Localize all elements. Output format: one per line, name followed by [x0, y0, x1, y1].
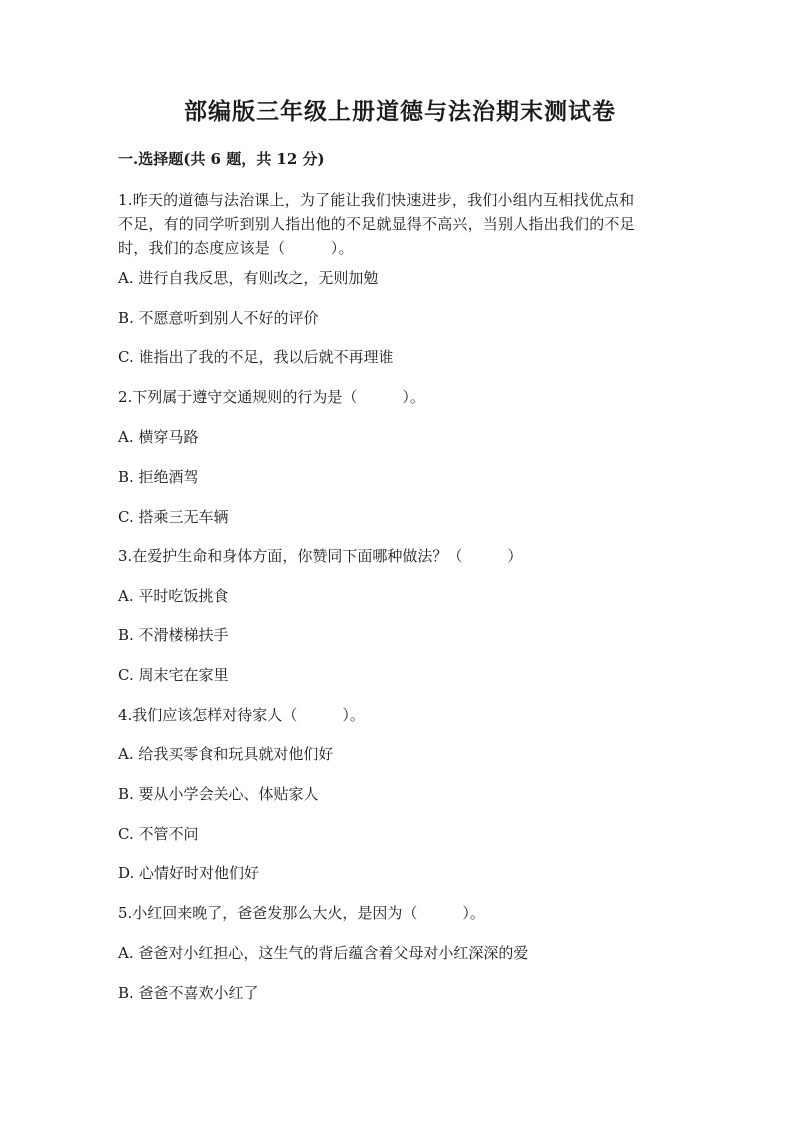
question-4-option-a: A. 给我买零食和玩具就对他们好 — [118, 745, 334, 763]
question-4-option-b: B. 要从小学会关心、体贴家人 — [118, 785, 319, 803]
question-1-option-c: C. 谁指出了我的不足，我以后就不再理谁 — [118, 348, 394, 366]
question-1-stem-line: 1.昨天的道德与法治课上，为了能让我们快速进步，我们小组内互相找优点和 — [118, 191, 635, 209]
page-title: 部编版三年级上册道德与法治期末测试卷 — [184, 98, 616, 125]
question-5-option-a: A. 爸爸对小红担心，这生气的背后蕴含着父母对小红深深的爱 — [118, 944, 529, 962]
question-3-stem: 3.在爱护生命和身体方面，你赞同下面哪种做法？（ ） — [118, 547, 523, 565]
question-3-option-b: B. 不滑楼梯扶手 — [118, 626, 229, 644]
question-3-option-a: A. 平时吃饭挑食 — [118, 587, 229, 605]
question-2-stem: 2.下列属于遵守交通规则的行为是（ ）。 — [118, 388, 425, 406]
question-1-option-b: B. 不愿意听到别人不好的评价 — [118, 309, 319, 327]
question-1-stem — [118, 188, 678, 260]
question-4-option-c: C. 不管不问 — [118, 825, 199, 843]
question-5-stem: 5.小红回来晚了，爸爸发那么大火，是因为（ ）。 — [118, 904, 485, 922]
question-2-option-b: B. 拒绝酒驾 — [118, 468, 199, 486]
question-1-stem-line: 不足，有的同学听到别人指出他的不足就显得不高兴，当别人指出我们的不足 — [118, 215, 635, 233]
question-1-option-a: A. 进行自我反思，有则改之，无则加勉 — [118, 269, 379, 287]
question-3-option-c: C. 周末宅在家里 — [118, 666, 229, 684]
question-2-option-a: A. 横穿马路 — [118, 428, 199, 446]
question-5-option-b: B. 爸爸不喜欢小红了 — [118, 984, 259, 1002]
question-4-option-d: D. 心情好时对他们好 — [118, 864, 260, 882]
question-1-stem-line: 时，我们的态度应该是（ ）。 — [118, 239, 354, 257]
section-heading: 一.选择题(共 6 题，共 12 分) — [118, 150, 325, 168]
question-2-option-c: C. 搭乘三无车辆 — [118, 508, 229, 526]
question-4-stem: 4.我们应该怎样对待家人（ ）。 — [118, 706, 365, 724]
